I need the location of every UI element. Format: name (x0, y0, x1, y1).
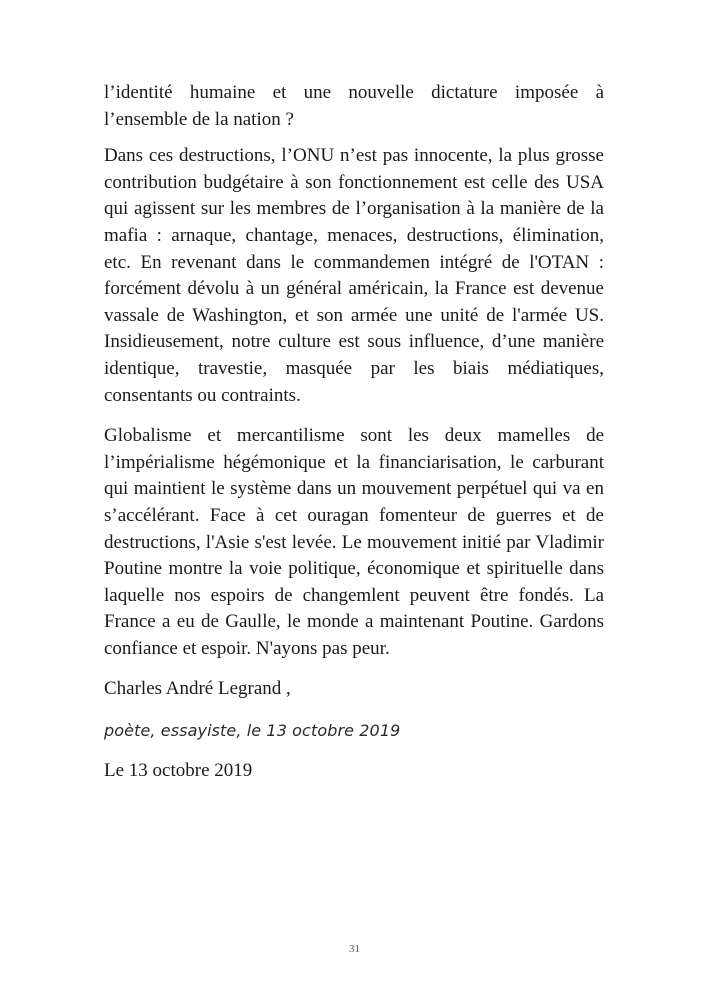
signature-role: poète, essayiste, le 13 octobre 2019 (104, 721, 401, 741)
signature-name: Charles André Legrand , (104, 678, 291, 700)
paragraph-1: l’identité humaine et une nouvelle dictature imposée à l’ensemble de la nation ? (104, 82, 604, 130)
document-page (104, 80, 604, 784)
paragraph-3: Globalisme et mercantilisme sont les deux mamelles de l’impérialisme hégémonique et la financiarisation, le carburant qui maintient le système dans un mouvement perpétuel qui va en s’accélérant. Face à cet ouragan fomenteur de guerres et de destructions, l'Asie s'est levée. Le mouvement initié par Vladimir Poutine montre la voie politique, économique et spirituelle dans laquelle nos espoirs de changemlent peuvent être fondés. La France a eu de Gaulle, le monde a maintenant Poutine. Gardons confiance et espoir. N'ayons pas peur. (104, 425, 604, 659)
signature-date: Le 13 octobre 2019 (104, 760, 253, 782)
paragraph-2: Dans ces destructions, l’ONU n’est pas innocente, la plus grosse contribution budgétaire à son fonctionnement est celle des USA qui agissent sur les membres de l’organisation à la manière de la mafia : arnaque, chantage, menaces, destructions, élimination, etc. En revenant dans le commandemen intégré de l'OTAN : forcément dévolu à un général américain, la France est devenue vassale de Washington, et son armée une unité de l'armée US. Insidieusement, notre culture est sous influence, d’une manière identique, travestie, masquée par les biais médiatiques, consentants ou contraints. (104, 145, 604, 406)
page-number: 31 (349, 943, 360, 955)
